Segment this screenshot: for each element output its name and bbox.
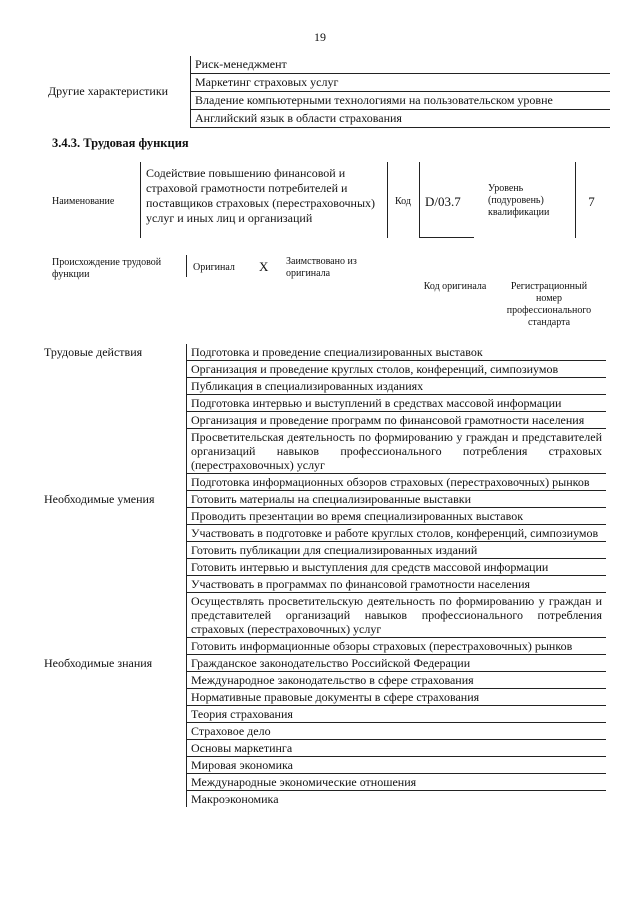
labor-function-table xyxy=(40,344,606,807)
category-required-skills: Необходимые умения xyxy=(40,491,187,655)
characteristic-item: Риск-менеджмент xyxy=(191,56,611,74)
section-heading: 3.4.3. Трудовая функция xyxy=(52,136,189,150)
list-item: Готовить материалы на специализированные выставки xyxy=(187,491,607,508)
list-item: Подготовка информационных обзоров страховых (перестраховочных) рынков xyxy=(187,474,607,491)
list-item: Макроэкономика xyxy=(191,792,279,806)
list-item: Просветительская деятельность по формированию у граждан и представителей организаций навыков профессионального потребления страховых (перестраховочных) услуг xyxy=(187,429,607,474)
list-item: Готовить публикации для специализированных изданий xyxy=(187,542,607,559)
list-item: Гражданское законодательство Российской Федерации xyxy=(187,655,607,672)
function-name: Содействие повышению финансовой и страховой грамотности потребителей и поставщиков страховых (перестраховочных) услуг и иных лиц и организаций xyxy=(140,162,388,238)
list-item: Участвовать в подготовке и работе круглых столов, конференций, симпозиумов xyxy=(187,525,607,542)
list-item: Готовить интервью и выступления для средств массовой информации xyxy=(187,559,607,576)
other-characteristics-table xyxy=(44,56,610,128)
function-code: D/03.7 xyxy=(419,162,474,238)
other-characteristics-label: Другие характеристики xyxy=(44,56,191,128)
page-number: 19 xyxy=(314,30,326,44)
list-item: Проводить презентации во время специализированных выставок xyxy=(187,508,607,525)
registration-number-label: Регистрационный номер профессионального стандарта xyxy=(506,281,592,328)
table-row xyxy=(40,491,606,508)
name-label: Наименование xyxy=(52,196,115,207)
list-item: Готовить информационные обзоры страховых (перестраховочных) рынков xyxy=(187,638,607,655)
table-row xyxy=(40,344,606,361)
list-item: Организация и проведение круглых столов, конференций, симпозиумов xyxy=(187,361,607,378)
list-item: Основы маркетинга xyxy=(187,740,607,757)
borrowed-label: Заимствовано из оригинала xyxy=(286,256,357,279)
list-item: Участвовать в программах по финансовой грамотности населения xyxy=(187,576,607,593)
list-item: Мировая экономика xyxy=(187,757,607,774)
list-item: Международные экономические отношения xyxy=(187,774,607,791)
characteristic-item: Английский язык в области страхования xyxy=(191,110,611,128)
list-item: Подготовка интервью и выступлений в средствах массовой информации xyxy=(187,395,607,412)
list-item: Организация и проведение программ по финансовой грамотности населения xyxy=(187,412,607,429)
characteristic-item: Маркетинг страховых услуг xyxy=(191,74,611,92)
characteristic-item: Владение компьютерными технологиями на пользовательском уровне xyxy=(191,92,611,110)
code-label: Код xyxy=(395,196,411,207)
table-row xyxy=(44,56,610,74)
original-box xyxy=(186,255,279,277)
table-row xyxy=(40,655,606,672)
list-item: Нормативные правовые документы в сфере страхования xyxy=(187,689,607,706)
original-label: Оригинал xyxy=(193,262,235,273)
list-item: Публикация в специализированных изданиях xyxy=(187,378,607,395)
original-code-label: Код оригинала xyxy=(423,281,487,292)
level-label: Уровень (подуровень) квалификации xyxy=(488,183,550,218)
category-labor-actions: Трудовые действия xyxy=(40,344,187,491)
category-required-knowledge: Необходимые знания xyxy=(40,655,187,808)
list-item: Подготовка и проведение специализированных выставок xyxy=(187,344,607,361)
list-item: Осуществлять просветительскую деятельность по формированию у граждан и представителей организаций навыков профессионального потребления страховых (перестраховочных) услуг xyxy=(187,593,607,638)
original-mark: X xyxy=(259,259,269,274)
qualification-level: 7 xyxy=(575,162,607,238)
list-item: Теория страхования xyxy=(187,706,607,723)
list-item: Международное законодательство в сфере страхования xyxy=(187,672,607,689)
list-item: Страховое дело xyxy=(187,723,607,740)
origin-label: Происхождение трудовой функции xyxy=(52,257,162,280)
